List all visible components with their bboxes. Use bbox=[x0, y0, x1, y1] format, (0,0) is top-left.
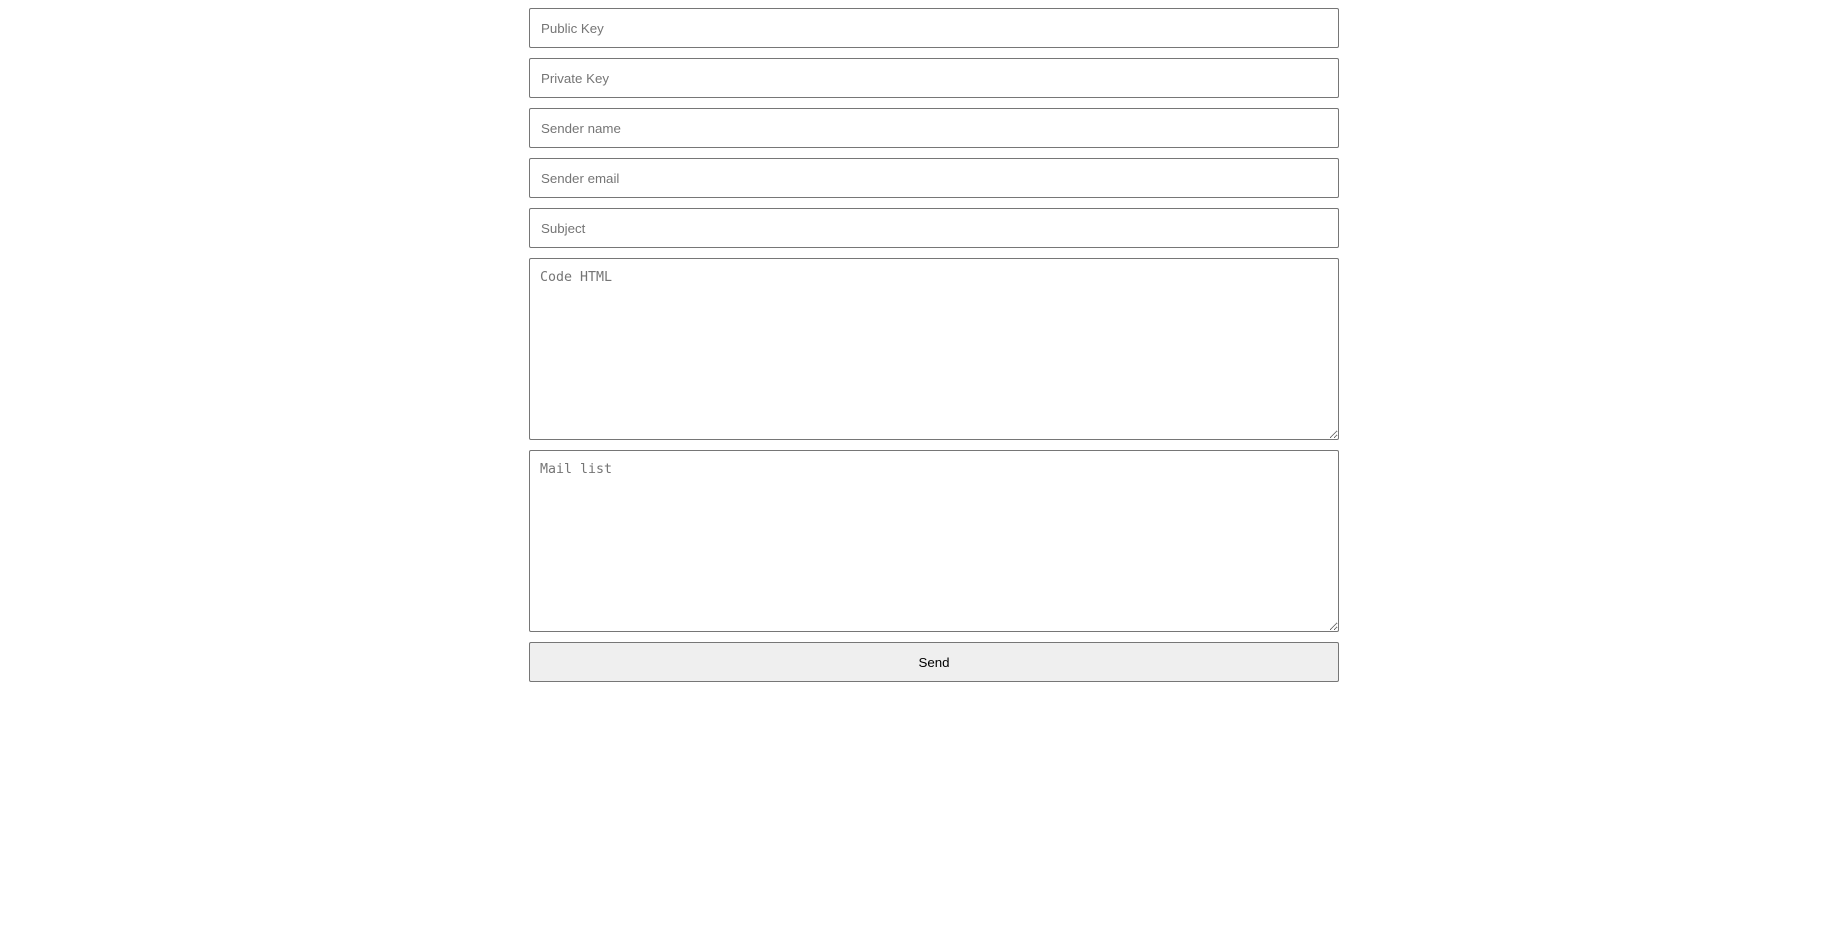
mail-list-textarea[interactable] bbox=[529, 450, 1339, 632]
sender-email-input[interactable] bbox=[529, 158, 1339, 198]
send-button[interactable]: Send bbox=[529, 642, 1339, 682]
mail-sender-form bbox=[529, 8, 1339, 682]
code-html-textarea[interactable] bbox=[529, 258, 1339, 440]
sender-name-input[interactable] bbox=[529, 108, 1339, 148]
public-key-input[interactable] bbox=[529, 8, 1339, 48]
private-key-input[interactable] bbox=[529, 58, 1339, 98]
subject-input[interactable] bbox=[529, 208, 1339, 248]
